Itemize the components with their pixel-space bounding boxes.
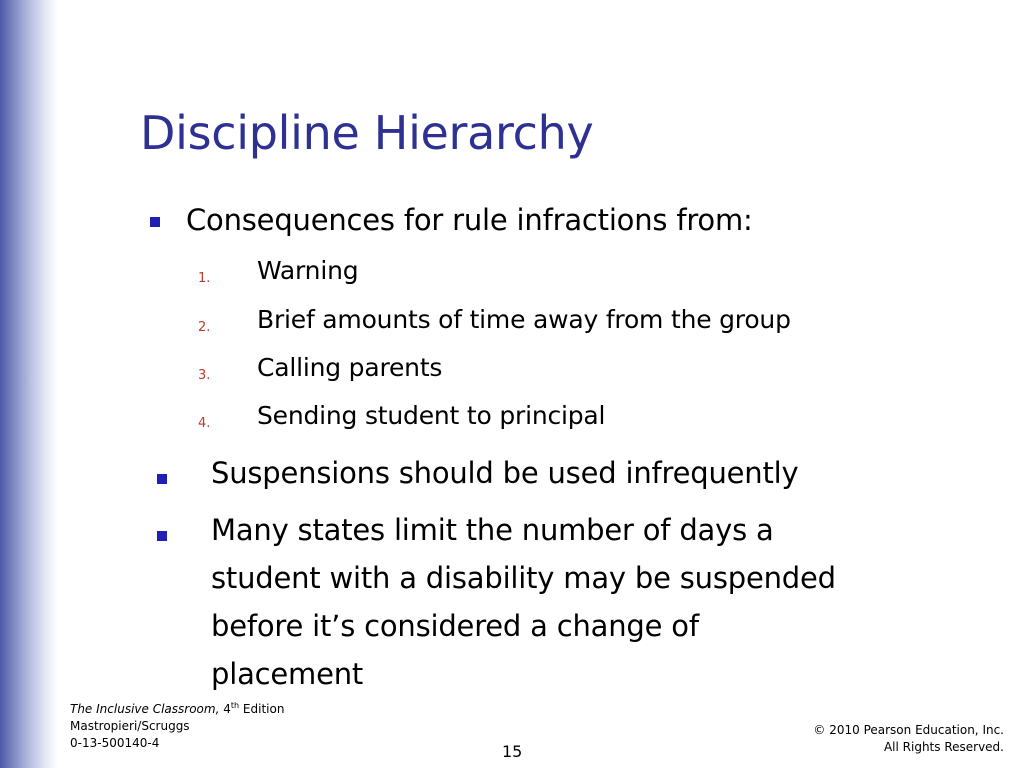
step-text: Warning bbox=[257, 256, 359, 285]
intro-text: Consequences for rule infractions from: bbox=[186, 203, 753, 237]
step-text: Calling parents bbox=[257, 353, 443, 382]
states-text-line: before it’s considered a change of bbox=[211, 609, 699, 643]
states-text-line: placement bbox=[211, 657, 364, 691]
bullet-square-icon bbox=[150, 217, 160, 227]
step-text: Sending student to principal bbox=[257, 401, 606, 430]
book-isbn: 0-13-500140-4 bbox=[70, 736, 160, 750]
footer-copyright bbox=[813, 722, 1004, 756]
states-text-line: Many states limit the number of days a bbox=[211, 513, 774, 547]
edition-number: 4 bbox=[223, 702, 231, 716]
side-gradient-bar bbox=[0, 0, 58, 768]
step-text: Brief amounts of time away from the group bbox=[257, 305, 791, 334]
page-number: 15 bbox=[502, 742, 523, 761]
bullet-square-icon bbox=[157, 474, 167, 484]
step-number: 1. bbox=[198, 271, 211, 286]
edition-word: Edition bbox=[242, 702, 285, 716]
footer-book-info bbox=[70, 697, 284, 752]
edition-suffix: th bbox=[230, 701, 240, 710]
suspensions-text: Suspensions should be used infrequently bbox=[211, 456, 799, 490]
step-number: 3. bbox=[198, 368, 211, 383]
step-number: 4. bbox=[198, 416, 211, 431]
bullet-square-icon bbox=[157, 531, 167, 541]
rights-text: All Rights Reserved. bbox=[883, 740, 1004, 754]
book-title: The Inclusive Classroom, bbox=[70, 702, 220, 716]
states-text-line: student with a disability may be suspended bbox=[211, 561, 836, 595]
copyright-text: © 2010 Pearson Education, Inc. bbox=[813, 723, 1004, 737]
step-number: 2. bbox=[198, 320, 211, 335]
slide-title: Discipline Hierarchy bbox=[140, 106, 594, 160]
book-authors: Mastropieri/Scruggs bbox=[70, 719, 190, 733]
